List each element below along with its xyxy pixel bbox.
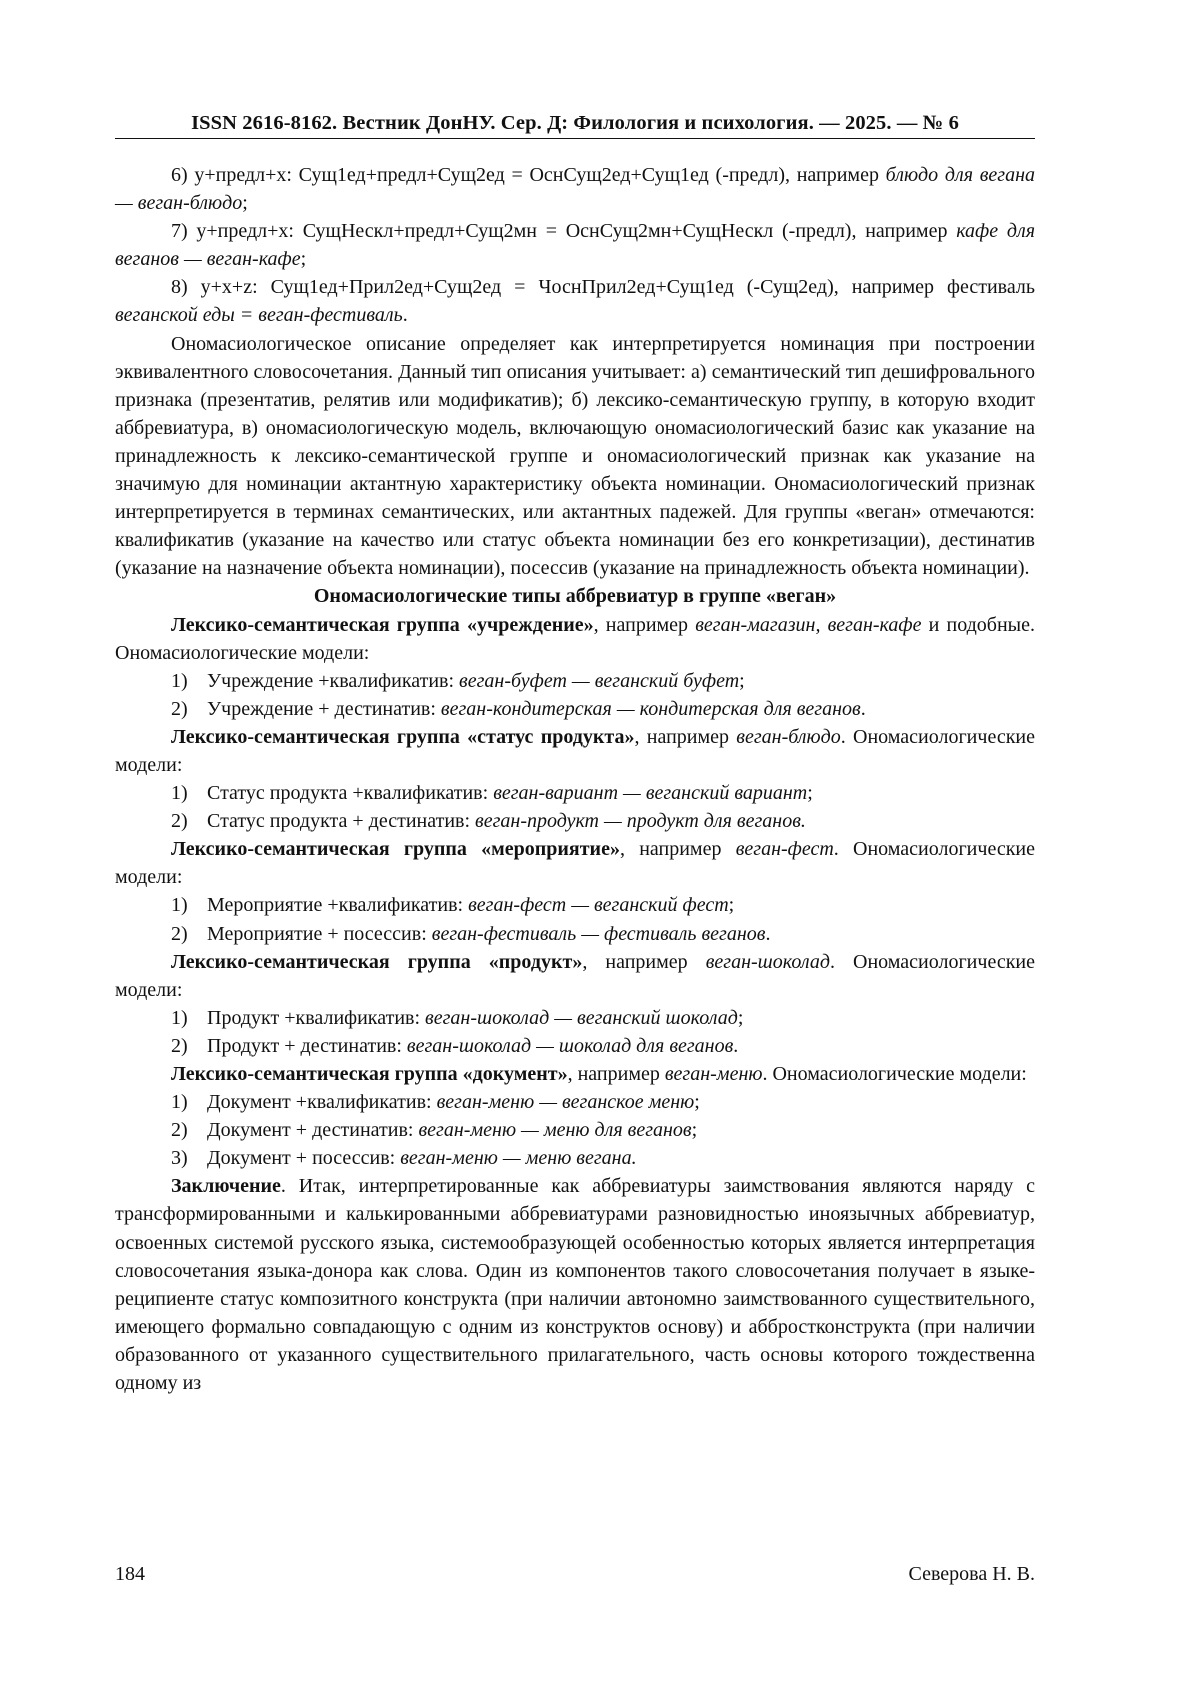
list-number: 1) — [171, 1006, 188, 1029]
group-example: веган-магазин, веган-кафе — [695, 613, 922, 636]
model-list-item — [115, 1004, 1035, 1032]
group-paragraph — [115, 835, 1035, 891]
group-tail: . Ономасиологические модели: — [115, 838, 1035, 889]
group-lead: , например — [634, 725, 730, 748]
group-heading: Лексико-семантическая группа «учреждение» — [171, 613, 594, 636]
group-list — [115, 611, 1035, 1173]
model-list-item — [115, 1032, 1035, 1060]
list-number: 2) — [171, 697, 188, 720]
group-lead: , например — [567, 1063, 660, 1085]
list-number: 1) — [171, 782, 188, 805]
group-paragraph — [115, 948, 1035, 1004]
model-text: Учреждение +квалификатив: — [207, 669, 460, 692]
formula-7-text: 7) у+предл+х: СущНескл+предл+Сущ2мн = ОснСущ2мн+СущНескл (-предл), например — [171, 220, 948, 243]
model-example: веган-кондитерская — кондитерская для веганов — [440, 697, 861, 720]
model-text: Документ + посессив: — [207, 1147, 401, 1170]
running-header: ISSN 2616-8162. Вестник ДонНУ. Сер. Д: Филология и психология. — 2025. — № 6 — [115, 110, 1035, 139]
onomasiology-paragraph: Ономасиологическое описание определяет как интерпретируется номинация при построении эквивалентного словосочетания. Данный тип описания учитывает: а) семантический тип дешифровального признака (презентатив, релятив или модификатив); б) лексико-семантическую группу, в которую входит аббревиатура, в) ономасиологическую модель, включающую ономасиологический базис как указание на принадлежность к лексико-семантической группе и ономасиологический признак как указание на значимую для номинации актантную характеристику объекта номинации. Ономасиологический признак интерпретируется в терминах семантических, или актантных падежей. Для группы «веган» отмечаются: квалификатив (указание на качество или статус объекта номинации без его конкретизации), дестинатив (указание на назначение объекта номинации), посессив (указание на принадлежность объекта номинации). — [115, 332, 1035, 580]
model-text: Мероприятие +квалификатив: — [207, 894, 469, 917]
model-end: ; — [694, 1091, 700, 1114]
article-body — [115, 161, 1035, 1397]
model-list-item — [115, 1144, 1035, 1172]
model-example: веган-меню — меню для веганов — [418, 1119, 692, 1142]
model-list-item — [115, 920, 1035, 948]
formula-8 — [115, 273, 1035, 329]
model-end: ; — [691, 1119, 698, 1142]
formula-6-text: 6) у+предл+х: Сущ1ед+предл+Сущ2ед = ОснСущ2ед+Сущ1ед (-предл), например — [171, 164, 879, 186]
model-list-item — [115, 1088, 1035, 1116]
group-tail: и подобные. Ономасиологические модели: — [115, 613, 1035, 664]
conclusion-text: . Итак, интерпретированные как аббревиатуры заимствования являются наряду с трансформированными и калькированными аббревиатурами разновидностью иноязычных аббревиатур, освоенных системой русского языка, системообразующей особенностью которых является интерпретация словосочетания языка-донора как слова. Один из компонентов такого словосочетания получает в языке-реципиенте статус композитного конструкта (при наличии автономно заимствованного существительного, имеющего формально совпадающую с одним из конструктов основу) и аббростконструкта (при наличии образованного от указанного существительного прилагательного, часть основы которого тождественна одному из — [115, 1175, 1035, 1395]
model-example: веган-буфет — веганский буфет — [459, 669, 740, 692]
group-example: веган-фест — [735, 838, 834, 861]
group-heading: Лексико-семантическая группа «статус продукта» — [171, 725, 635, 748]
group-example: веган-шоколад — [705, 950, 830, 973]
group-tail: . Ономасиологические модели: — [115, 950, 1035, 1001]
model-example: веган-шоколад — веганский шоколад — [425, 1006, 738, 1029]
group-tail: . Ономасиологические модели: — [115, 725, 1035, 776]
formula-6-example: блюдо для вегана — веган-блюдо — [115, 164, 1036, 215]
group-heading: Лексико-семантическая группа «мероприятие» — [171, 838, 620, 861]
group-tail: . Ономасиологические модели: — [762, 1063, 1027, 1085]
model-example: веган-продукт — продукт для веганов. — [475, 810, 806, 833]
list-number: 1) — [171, 669, 188, 692]
list-number: 1) — [171, 894, 188, 917]
model-example: веган-фестиваль — фестиваль веганов — [431, 922, 766, 945]
formula-8-end: . — [402, 304, 408, 327]
model-list-item — [115, 779, 1035, 807]
list-number: 1) — [171, 1091, 188, 1114]
model-list-item — [115, 695, 1035, 723]
model-example: веган-фест — веганский фест — [468, 894, 729, 917]
model-example: веган-шоколад — шоколад для веганов — [406, 1034, 734, 1057]
formula-7 — [115, 217, 1035, 273]
formula-8-text: 8) у+х+z: Сущ1ед+Прил2ед+Сущ2ед = ЧоснПрил2ед+Сущ1ед (-Сущ2ед), например фестиваль — [171, 276, 1035, 299]
list-number: 2) — [171, 1034, 188, 1057]
group-paragraph — [115, 611, 1035, 667]
group-heading: Лексико-семантическая группа «продукт» — [171, 950, 583, 973]
list-number: 2) — [171, 922, 188, 945]
formula-7-end: ; — [300, 248, 307, 271]
group-example: веган-блюдо — [736, 725, 841, 748]
group-paragraph — [115, 1060, 1035, 1088]
model-text: Статус продукта +квалификатив: — [207, 782, 494, 805]
model-end: ; — [728, 894, 735, 917]
group-lead: , например — [593, 613, 689, 636]
formula-6 — [115, 161, 1035, 217]
section-subtitle: Ономасиологические типы аббревиатур в группе «веган» — [313, 585, 837, 608]
model-example: веган-меню — веганское меню — [436, 1091, 695, 1114]
model-text: Мероприятие + посессив: — [207, 922, 432, 945]
formula-7-example: кафе для веганов — веган-кафе — [115, 220, 1035, 271]
model-text: Продукт + дестинатив: — [207, 1034, 407, 1057]
footer-author: Северова Н. В. — [908, 1563, 1035, 1585]
model-example: веган-вариант — веганский вариант — [493, 782, 808, 805]
model-list-item — [115, 891, 1035, 919]
model-text: Учреждение + дестинатив: — [207, 697, 441, 720]
model-end: . — [860, 697, 866, 720]
page — [115, 110, 1035, 1610]
model-list-item — [115, 1116, 1035, 1144]
list-number: 2) — [171, 1119, 188, 1142]
model-list-item — [115, 667, 1035, 695]
group-paragraph — [115, 723, 1035, 779]
model-end: . — [765, 922, 771, 945]
model-end: . — [733, 1034, 739, 1057]
model-list-item — [115, 807, 1035, 835]
conclusion-label: Заключение — [171, 1175, 281, 1198]
list-number: 2) — [171, 810, 188, 833]
model-text: Продукт +квалификатив: — [207, 1006, 426, 1029]
formula-8-example: веганской еды = веган-фестиваль — [115, 304, 403, 327]
page-number: 184 — [115, 1563, 145, 1585]
model-example: веган-меню — меню вегана. — [400, 1147, 637, 1170]
group-lead: , например — [582, 950, 688, 973]
model-text: Документ + дестинатив: — [207, 1119, 419, 1142]
list-number: 3) — [171, 1147, 188, 1170]
formula-6-end: ; — [242, 192, 248, 215]
model-end: ; — [737, 1006, 744, 1029]
group-lead: , например — [619, 838, 722, 861]
group-heading: Лексико-семантическая группа «документ» — [171, 1063, 568, 1085]
model-end: ; — [807, 782, 813, 805]
conclusion-paragraph — [115, 1172, 1035, 1397]
group-example: веган-меню — [664, 1063, 763, 1085]
model-end: ; — [739, 669, 745, 692]
model-text: Статус продукта + дестинатив: — [207, 810, 476, 833]
model-text: Документ +квалификатив: — [207, 1091, 437, 1114]
